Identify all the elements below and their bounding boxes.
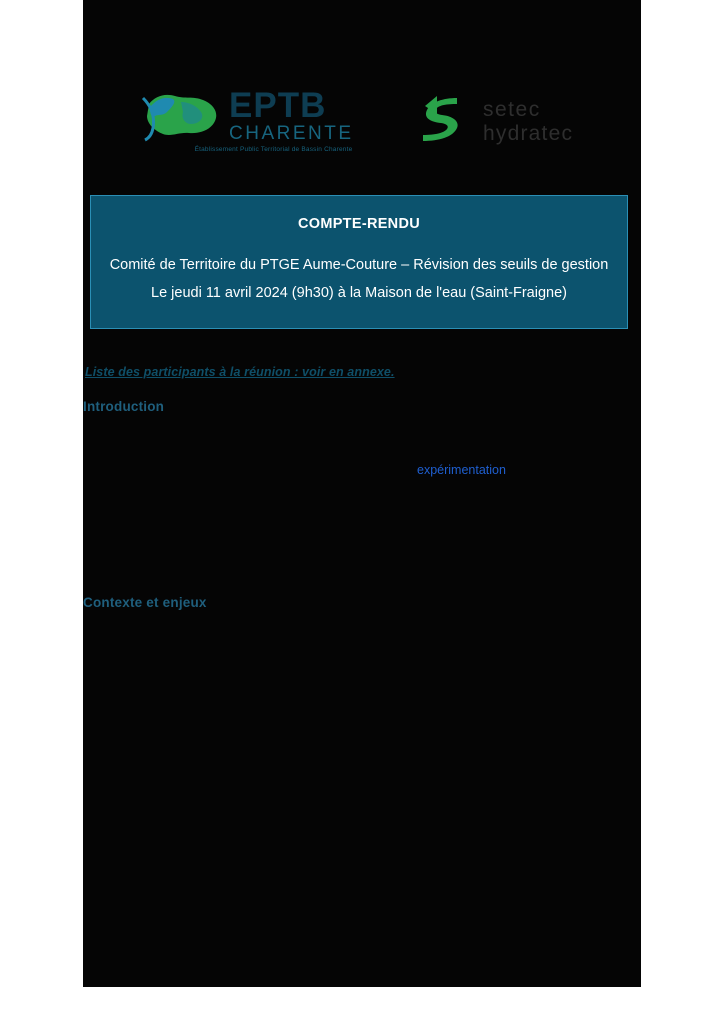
document-subtitle-line-2: Le jeudi 11 avril 2024 (9h30) à la Maison de l'eau (Saint-Fraigne) [151,285,567,301]
eptb-subtitle: CHARENTE [229,123,354,144]
document-page [83,0,641,987]
setec-s-icon [413,92,465,144]
eptb-logo [141,88,406,160]
document-subtitle-line-1: Comité de Territoire du PTGE Aume-Couture – Révision des seuils de gestion [109,257,609,274]
document-type-label: COMPTE-RENDU [297,216,420,233]
setec-wordmark [483,98,573,146]
setec-sub: hydratec [483,122,574,146]
section-heading-contexte-et-enjeux: Contexte et enjeux [83,595,207,610]
document-body [83,329,641,987]
eptb-title: EPTB [229,86,327,125]
eptb-wordmark [229,88,404,145]
participants-note: Liste des participants à la réunion : voir en annexe. [85,365,395,379]
inline-highlight-text: expérimentation [417,463,506,477]
document-title-box [90,195,628,329]
setec-logo [413,92,613,150]
header-logo-band [83,0,641,190]
charente-basin-map-icon [141,90,223,142]
eptb-baseline: Établissement Public Territorial de Bassin Charente [194,146,353,153]
section-heading-introduction: Introduction [83,399,165,414]
setec-name: setec [483,98,541,121]
